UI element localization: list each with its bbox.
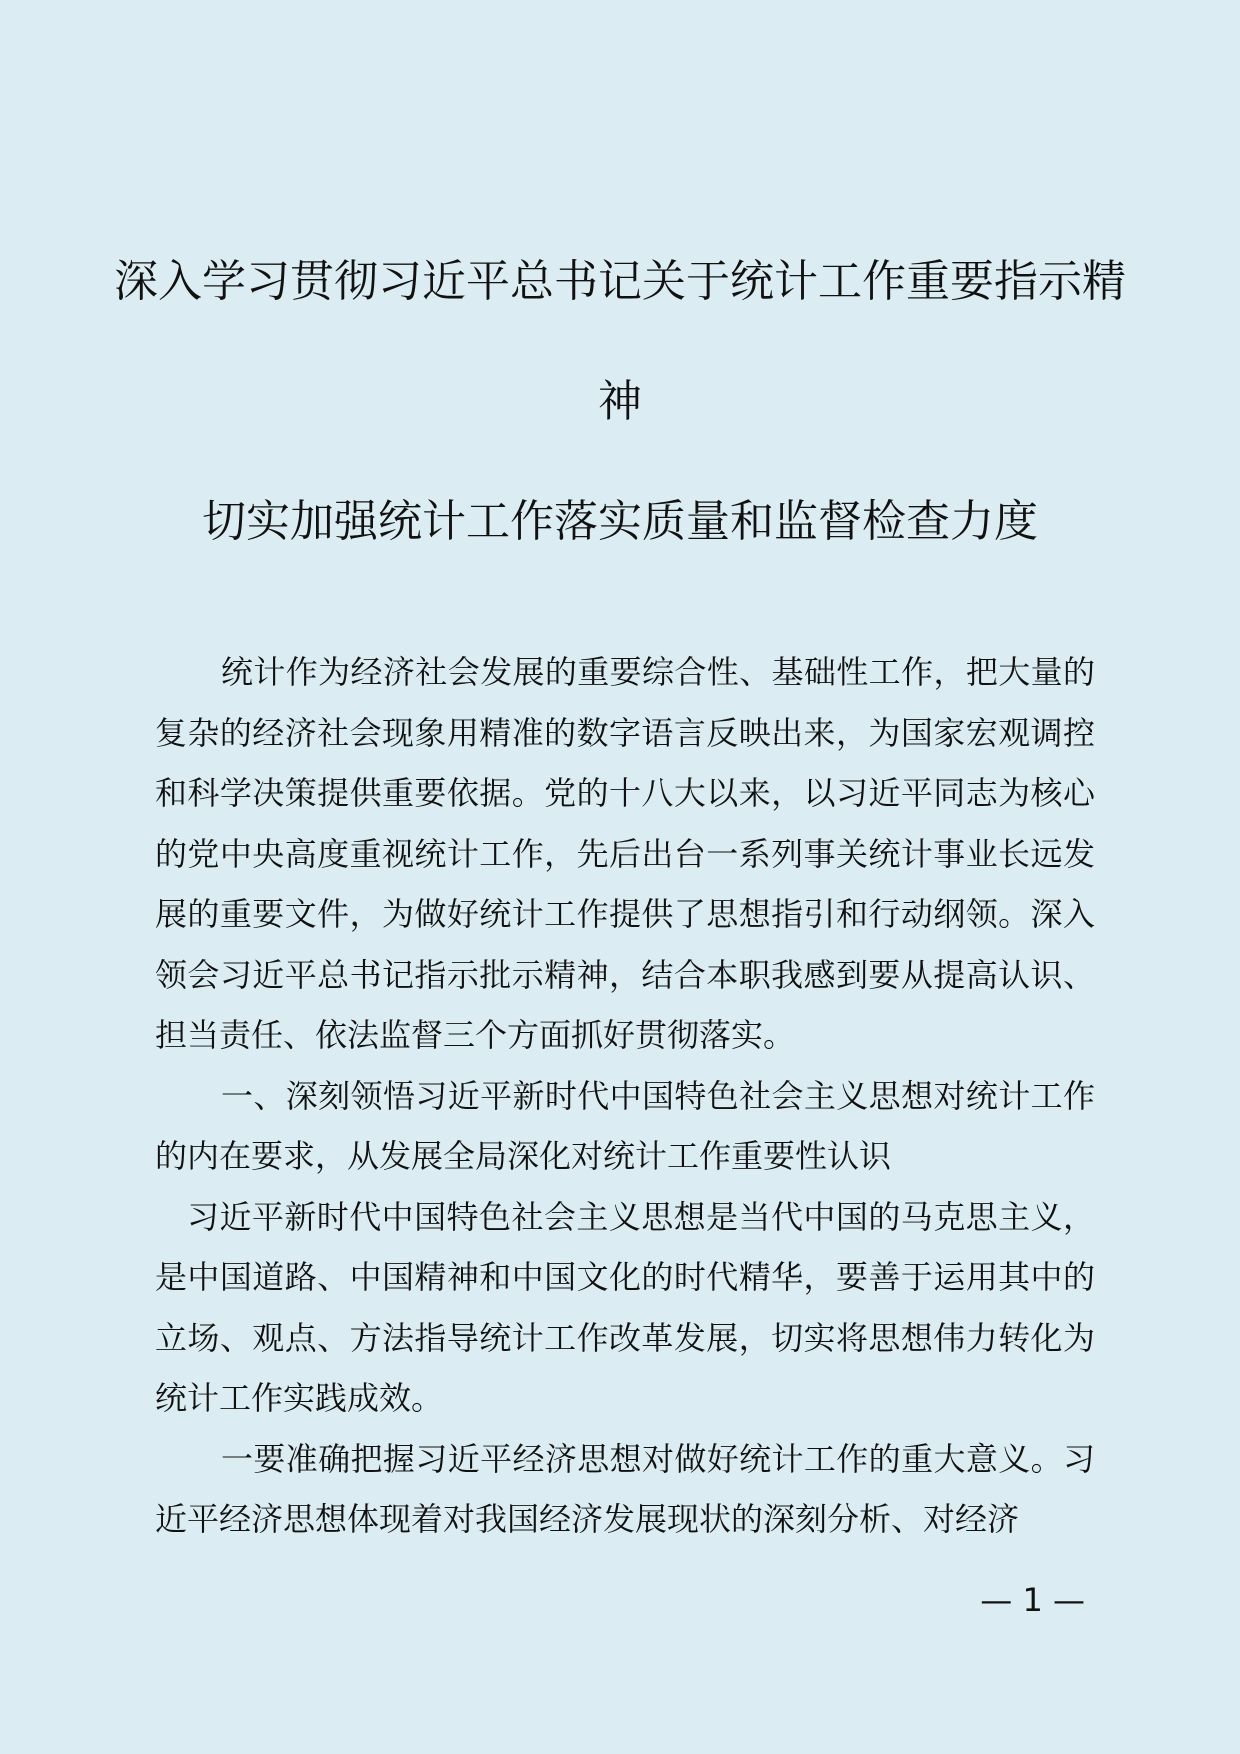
paragraph-intro: 统计作为经济社会发展的重要综合性、基础性工作，把大量的复杂的经济社会现象用精准的数字语言反映出来，为国家宏观调控和科学决策提供重要依据。党的十八大以来，以习近平同志为核心的党中央高度重视统计工作，先后出台一系列事关统计事业长远发展的重要文件，为做好统计工作提供了思想指引和行动纲领。深入领会习近平总书记指示批示精神，结合本职我感到要从提高认识、担当责任、依法监督三个方面抓好贯彻落实。	[155, 653, 1095, 1054]
section-heading-1: 一、深刻领悟习近平新时代中国特色社会主义思想对统计工作的内在要求，从发展全局深化对统计工作重要性认识	[155, 1076, 1095, 1175]
document-title-line-2: 神	[598, 376, 642, 427]
page-number: — 1 —	[980, 1581, 1085, 1619]
paragraph-point-1: 一要准确把握习近平经济思想对做好统计工作的重大意义。习近平经济思想体现着对我国经济发展现状的深刻分析、对经济	[155, 1439, 1095, 1538]
paragraph-section-1: 习近平新时代中国特色社会主义思想是当代中国的马克思主义，是中国道路、中国精神和中国文化的时代精华，要善于运用其中的立场、观点、方法指导统计工作改革发展，切实将思想伟力转化为统计工作实践成效。	[155, 1197, 1095, 1417]
document-title-line-1: 深入学习贯彻习近平总书记关于统计工作重要指示精	[114, 256, 1126, 307]
document-subtitle: 切实加强统计工作落实质量和监督检查力度	[202, 496, 1038, 547]
document-body	[155, 642, 1095, 1550]
